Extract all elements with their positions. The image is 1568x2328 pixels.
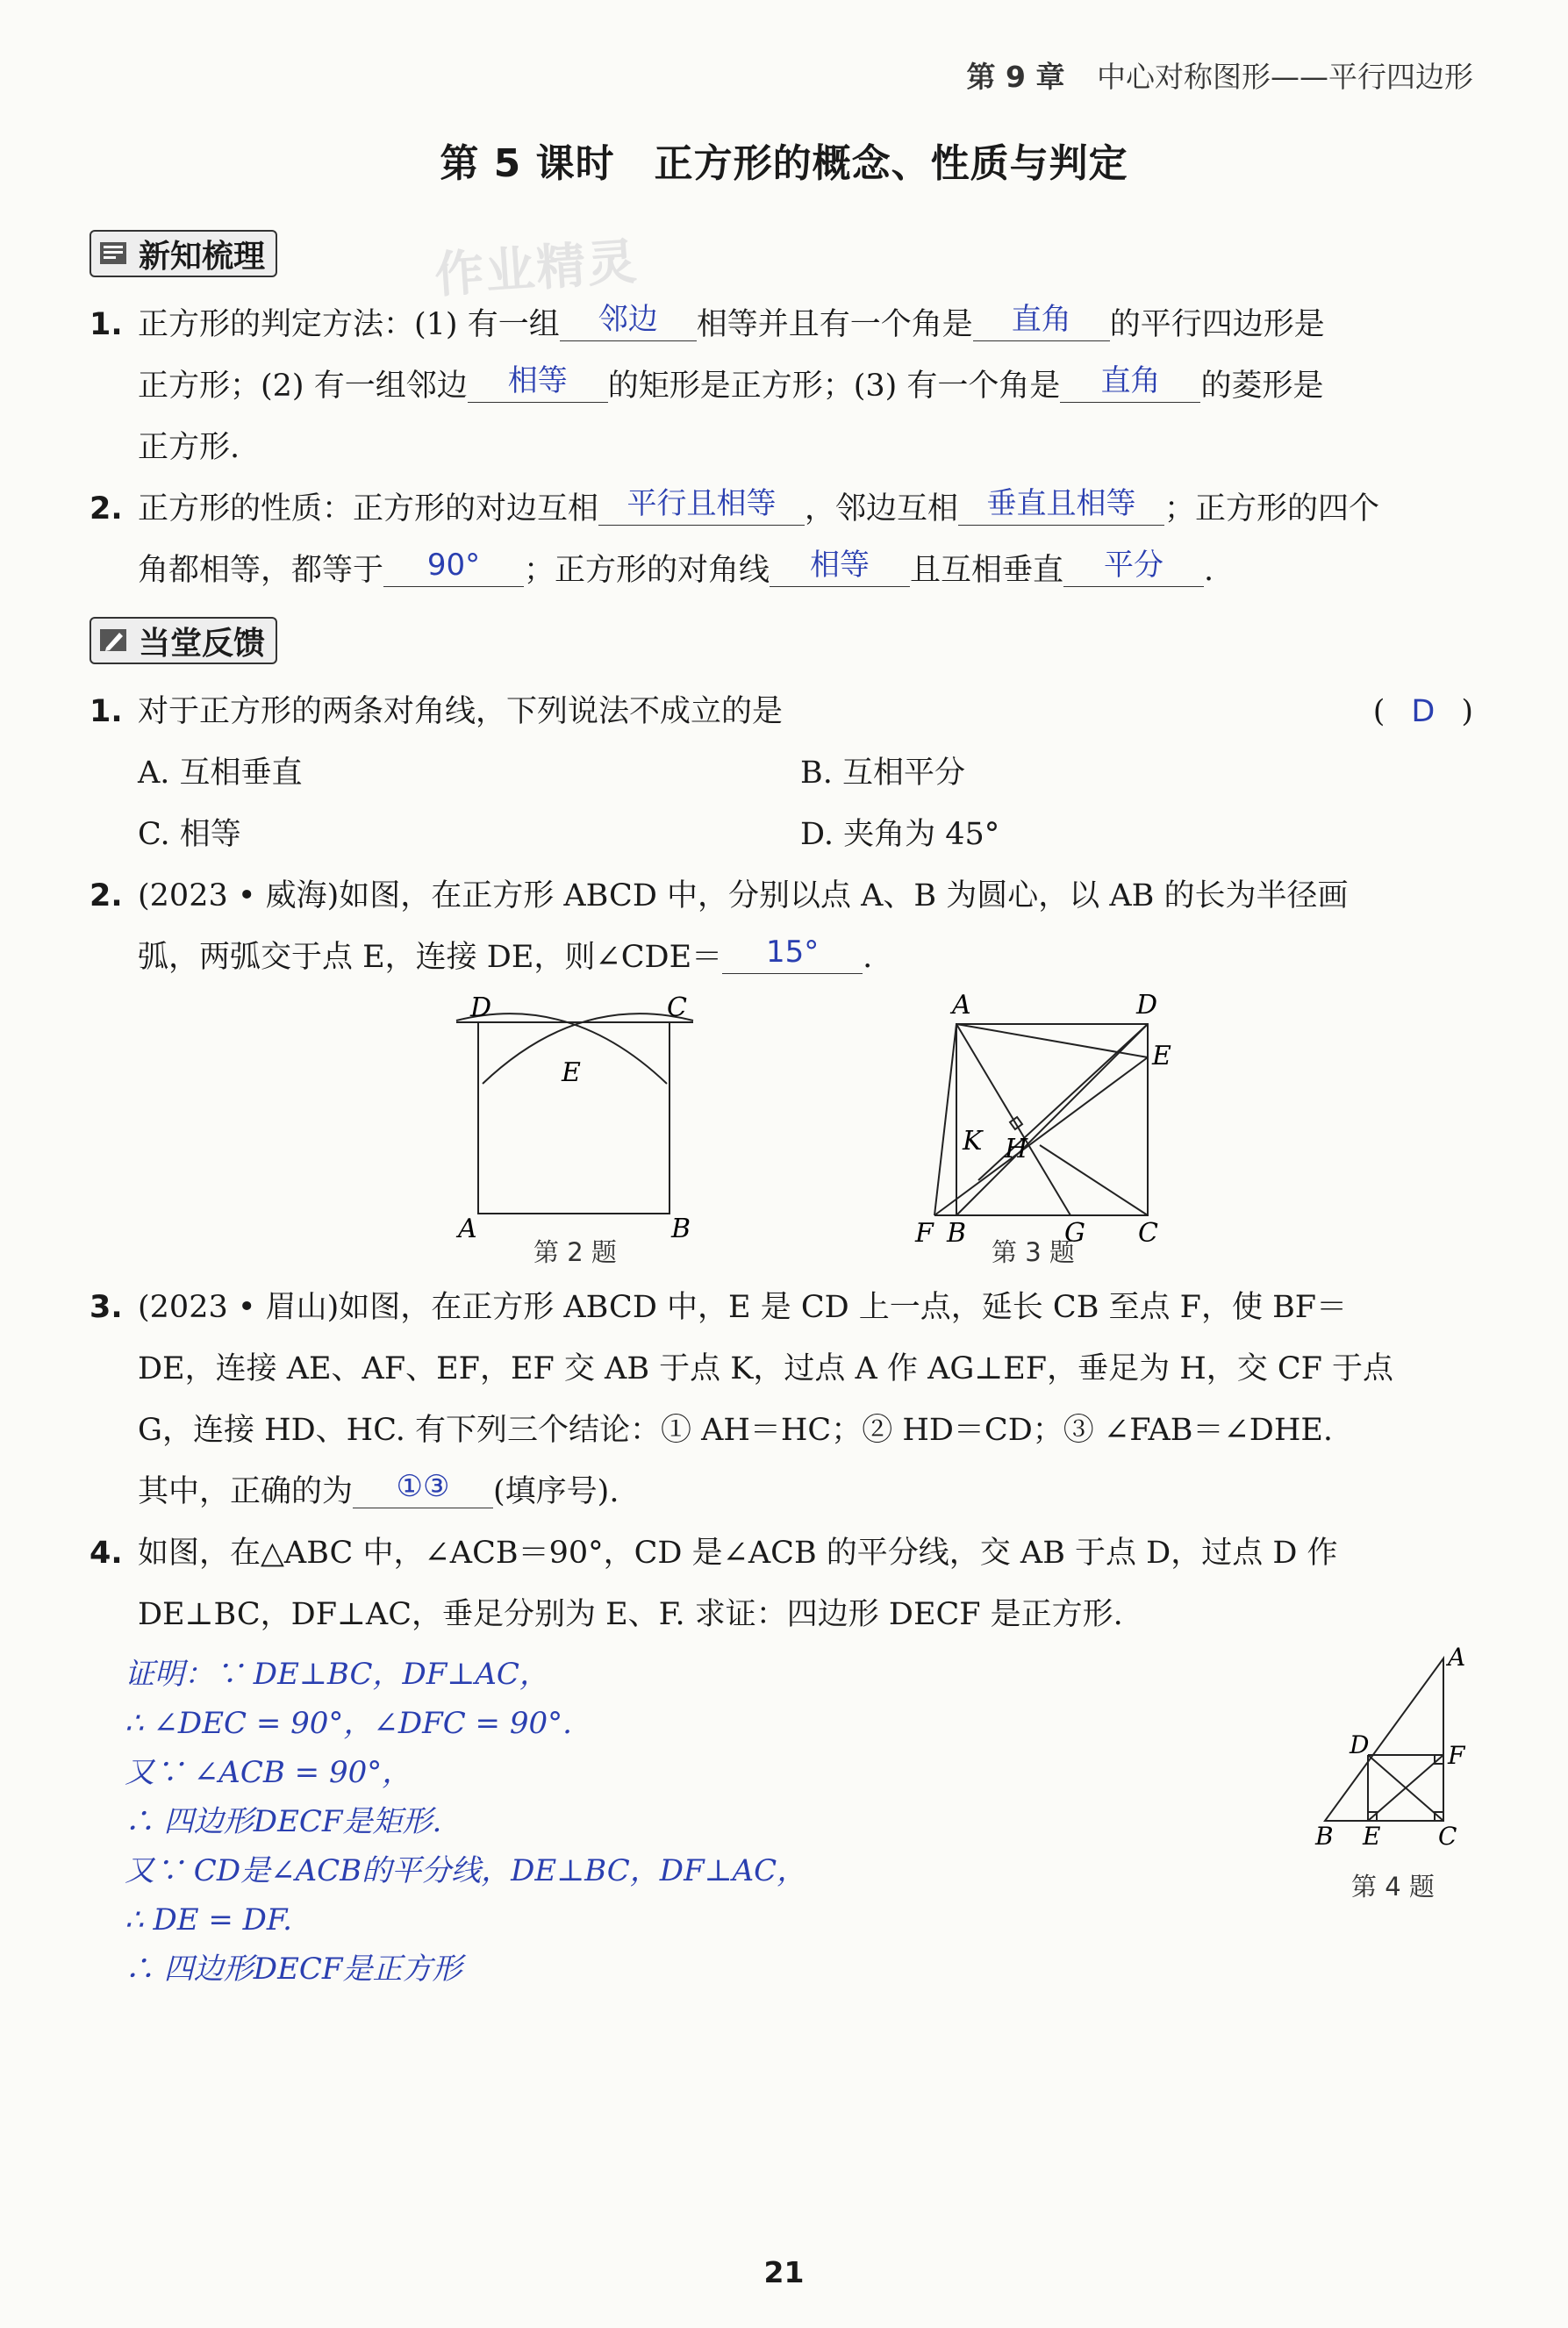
book-icon	[98, 240, 130, 268]
blank-answer: 直角	[973, 300, 1110, 341]
feedback-q3-line2: DE，连接 AE、AF、EF，EF 交 AB 于点 K，过点 A 作 AG⊥EF，垂足为 H，交 CF 于点	[138, 1351, 1394, 1386]
choice-answer: D	[1411, 694, 1436, 729]
feedback-q4-line2: DE⊥BC，DF⊥AC，垂足分别为 E、F. 求证：四边形 DECF 是正方形.	[138, 1597, 1123, 1632]
figure-4-caption: 第 4 题	[1351, 1872, 1435, 1902]
label-g: G	[1064, 1218, 1085, 1249]
watermark: 作业精灵	[433, 233, 641, 305]
pencil-note-icon	[98, 627, 130, 655]
label-c: C	[1438, 1822, 1457, 1851]
knowledge-q2-line2: 角都相等，都等于 90° ；正方形的对角线 相等 且互相垂直 平分 .	[138, 548, 1214, 588]
proof-line: ∴ ∠DEC = 90°，∠DFC = 90°.	[125, 1706, 572, 1741]
blank-answer: 15°	[722, 933, 863, 974]
figure-4-diagram	[1312, 1641, 1487, 1852]
blank-answer: 相等	[770, 546, 910, 587]
label-a: A	[1448, 1643, 1466, 1672]
label-d: D	[1136, 990, 1158, 1021]
proof-line: 又∵ CD是∠ACB的平分线，DE⊥BC，DF⊥AC，	[125, 1853, 807, 1888]
label-b: B	[1315, 1822, 1334, 1851]
label-f: F	[1448, 1741, 1465, 1770]
option-b: B. 互相平分	[800, 756, 965, 791]
lesson-title: 第 5 课时 正方形的概念、性质与判定	[440, 141, 1128, 186]
figure-2-diagram	[439, 987, 720, 1259]
label-a: A	[458, 1214, 477, 1244]
label-a: A	[952, 990, 971, 1021]
label-f: F	[915, 1218, 934, 1249]
label-d: D	[470, 992, 492, 1023]
blank-answer: 平行且相等	[598, 484, 805, 526]
proof-line: 证明：∵ DE⊥BC，DF⊥AC，	[125, 1657, 549, 1692]
blank-answer: 相等	[468, 362, 608, 403]
proof-line: 又∵ ∠ACB = 90°，	[125, 1755, 412, 1790]
label-h: H	[1005, 1134, 1028, 1164]
figure-3-caption: 第 3 题	[992, 1237, 1075, 1267]
label-b: B	[671, 1214, 691, 1244]
running-header	[967, 54, 1473, 96]
label-e: E	[1152, 1041, 1171, 1071]
blank-answer: 直角	[1060, 362, 1200, 403]
proof-line: ∴ 四边形DECF是矩形.	[125, 1804, 442, 1839]
blank-answer: 垂直且相等	[958, 484, 1164, 526]
feedback-q4-line1: 4. 如图，在△ABC 中，∠ACB＝90°，CD 是∠ACB 的平分线，交 AB 于点 D，过点 D 作	[89, 1536, 1338, 1571]
blank-answer: 90°	[383, 546, 524, 587]
section-tag-feedback	[89, 617, 277, 664]
feedback-q2-line2: 弧，两弧交于点 E，连接 DE，则∠CDE＝ 15° .	[138, 935, 873, 975]
proof-line: ∴ DE = DF.	[125, 1902, 292, 1938]
feedback-q3-line1: 3. (2023 • 眉山)如图，在正方形 ABCD 中，E 是 CD 上一点，延长 CB 至点 F，使 BF＝	[89, 1290, 1348, 1325]
section-label: 当堂反馈	[139, 625, 266, 662]
knowledge-q2-line1: 2. 正方形的性质：正方形的对边互相 平行且相等 ，邻边互相 垂直且相等 ；正方形的四个	[89, 486, 1380, 526]
blank-answer: ①③	[353, 1467, 493, 1508]
label-d: D	[1350, 1730, 1370, 1759]
chapter-title: 中心对称图形——平行四边形	[1097, 60, 1473, 94]
figure-3-diagram	[908, 987, 1171, 1259]
option-c: C. 相等	[138, 817, 241, 852]
chapter-label: 第 9 章	[966, 60, 1065, 94]
section-label: 新知梳理	[139, 238, 266, 275]
answer-parenthesis: ( D )	[1372, 694, 1473, 729]
feedback-q1-stem: 1. 对于正方形的两条对角线，下列说法不成立的是	[89, 694, 784, 729]
label-c: C	[667, 992, 687, 1023]
proof-line: ∴ 四边形DECF是正方形	[125, 1952, 462, 1987]
option-a: A. 互相垂直	[138, 756, 303, 791]
knowledge-q1-line1: 1. 正方形的判定方法：(1) 有一组 邻边 相等并且有一个角是 直角 的平行四边形是	[89, 302, 1325, 342]
label-b: B	[947, 1218, 967, 1249]
label-k: K	[963, 1126, 983, 1157]
feedback-q3-line3: G，连接 HD、HC. 有下列三个结论：① AH＝HC；② HD＝CD；③ ∠FAB＝∠DHE.	[138, 1413, 1334, 1448]
label-c: C	[1138, 1218, 1158, 1249]
knowledge-q1-line2: 正方形；(2) 有一组邻边 相等 的矩形是正方形；(3) 有一个角是 直角 的菱形是	[138, 363, 1324, 404]
page-number: 21	[763, 2255, 805, 2289]
feedback-q2-line1: 2. (2023 • 威海)如图，在正方形 ABCD 中，分别以点 A、B 为圆心，以 AB 的长为半径画	[89, 878, 1349, 913]
option-d: D. 夹角为 45°	[800, 817, 1000, 852]
figure-2-caption: 第 2 题	[533, 1237, 617, 1267]
knowledge-q1-line3: 正方形.	[138, 430, 240, 465]
label-e: E	[562, 1057, 581, 1088]
feedback-q3-line4: 其中，正确的为 ①③ (填序号).	[138, 1469, 619, 1509]
section-tag-new-knowledge	[89, 230, 277, 277]
blank-answer: 平分	[1063, 546, 1204, 587]
blank-answer: 邻边	[560, 300, 697, 341]
label-e: E	[1363, 1822, 1381, 1851]
